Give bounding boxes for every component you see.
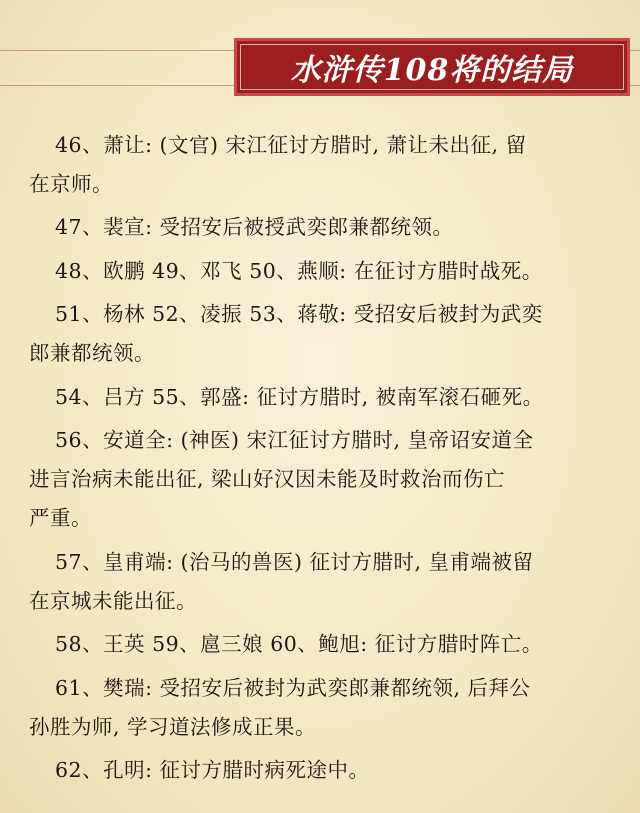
entry-51-line-2: 郎兼都统领。 [29,341,155,365]
entry-57-line-1: 57、皇甫端: (治马的兽医) 征讨方腊时, 皇甫端被留 [55,550,534,574]
entry-61-line-2: 孙胜为师, 学习道法修成正果。 [29,715,317,739]
entry-62-line-1: 62、孔明: 征讨方腊时病死途中。 [55,758,370,782]
entry-51-line-1: 51、杨林 52、凌振 53、蒋敬: 受招安后被封为武奕 [55,302,543,326]
page-title: 水浒传108将的结局 [290,53,574,88]
entry-47-line-1: 47、裴宣: 受招安后被授武奕郎兼都统领。 [55,215,454,239]
entry-48-line-1: 48、欧鹏 49、邓飞 50、燕顺: 在征讨方腊时战死。 [55,259,543,283]
entry-61-line-1: 61、樊瑞: 受招安后被封为武奕郎兼都统领, 后拜公 [55,676,531,700]
entry-54-line-1: 54、吕方 55、郭盛: 征讨方腊时, 被南军滚石砸死。 [55,385,544,409]
entry-58-line-1: 58、王英 59、扈三娘 60、鲍旭: 征讨方腊时阵亡。 [55,632,543,656]
entry-46-line-1: 46、萧让: (文官) 宋江征讨方腊时, 萧让未出征, 留 [55,133,527,157]
entry-46-line-2: 在京师。 [29,172,113,196]
entry-56-line-1: 56、安道全: (神医) 宋江征讨方腊时, 皇帝诏安道全 [55,428,534,452]
entry-56-line-3: 严重。 [29,506,92,530]
entry-56-line-2: 进言治病未能出征, 梁山好汉因未能及时救治而伤亡 [29,467,506,491]
entry-57-line-2: 在京城未能出征。 [29,589,197,613]
